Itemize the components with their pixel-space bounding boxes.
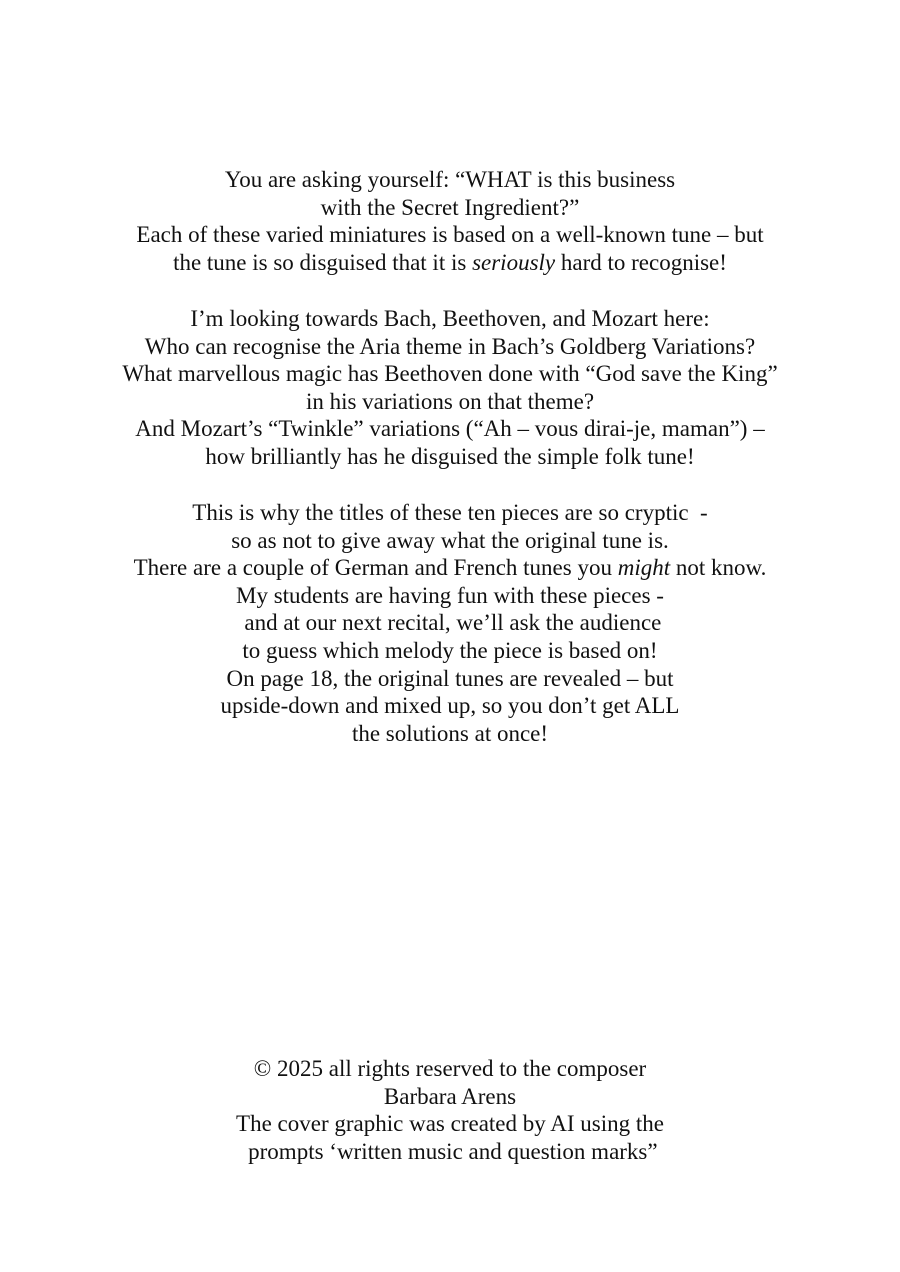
masters-line-2: Who can recognise the Aria theme in Bach’s Goldberg Variations? bbox=[144, 333, 756, 359]
titles-line-5: and at our next recital, we’ll ask the audience bbox=[238, 610, 662, 636]
titles-paragraph bbox=[0, 499, 900, 747]
copyright-footer bbox=[0, 1055, 900, 1165]
titles-line-3-end: not know. bbox=[670, 555, 767, 581]
emphasis-seriously: seriously bbox=[472, 249, 556, 275]
titles-line-9: the solutions at once! bbox=[351, 720, 549, 746]
masters-line-3: What marvellous magic has Beethoven done with “God save the King” bbox=[122, 361, 778, 387]
titles-line-4: My students are having fun with these pieces - bbox=[236, 582, 664, 608]
intro-line-3: Each of these varied miniatures is based on a well-known tune – but bbox=[136, 222, 764, 248]
titles-line-3-start: There are a couple of German and French tunes you bbox=[133, 555, 618, 581]
masters-line-4: in his variations on that theme? bbox=[305, 388, 595, 414]
copyright-line: © 2025 all rights reserved to the composer bbox=[253, 1056, 647, 1081]
intro-paragraph bbox=[0, 166, 900, 276]
masters-line-1: I’m looking towards Bach, Beethoven, and Mozart here: bbox=[190, 306, 710, 331]
titles-line-3 bbox=[0, 554, 900, 582]
masters-line-6: how brilliantly has he disguised the simple folk tune! bbox=[205, 443, 695, 469]
emphasis-might: might bbox=[617, 555, 671, 581]
intro-line-4-start: the tune is so disguised that it is bbox=[173, 249, 473, 275]
intro-line-1: You are asking yourself: “WHAT is this business bbox=[224, 167, 676, 192]
cover-credit-line-1: The cover graphic was created by AI using the bbox=[236, 1111, 664, 1137]
composer-name: Barbara Arens bbox=[383, 1083, 517, 1109]
cover-credit-line-2: prompts ‘written music and question marks” bbox=[242, 1138, 658, 1164]
titles-line-8: upside-down and mixed up, so you don’t get ALL bbox=[220, 693, 680, 719]
intro-line-2: with the Secret Ingredient?” bbox=[320, 194, 580, 220]
titles-line-2: so as not to give away what the original tune is. bbox=[231, 527, 669, 553]
masters-line-5: And Mozart’s “Twinkle” variations (“Ah – vous dirai-je, maman”) – bbox=[135, 416, 765, 442]
titles-line-1: This is why the titles of these ten pieces are so cryptic - bbox=[192, 500, 708, 525]
intro-line-4-end: hard to recognise! bbox=[555, 249, 727, 275]
titles-line-7: On page 18, the original tunes are revealed – but bbox=[226, 665, 674, 691]
masters-paragraph bbox=[0, 305, 900, 471]
titles-line-6: to guess which melody the piece is based on! bbox=[242, 637, 658, 663]
intro-line-4 bbox=[0, 249, 900, 277]
